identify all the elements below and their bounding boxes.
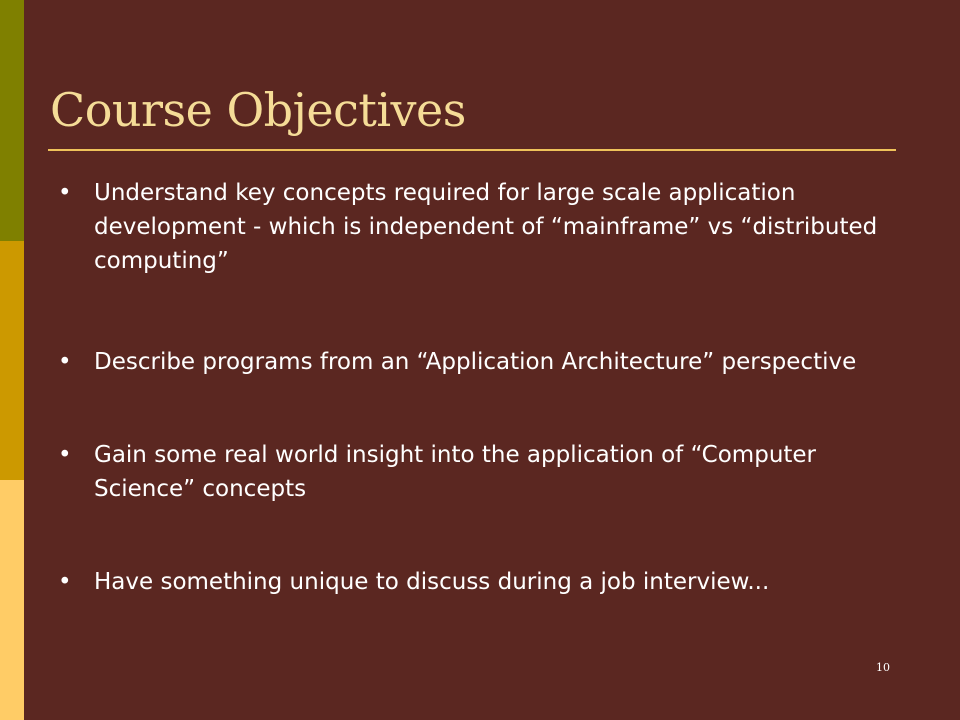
side-band-olive xyxy=(0,0,24,241)
bullet-text: Describe programs from an “Application Architecture” perspective xyxy=(94,349,857,375)
side-band-gold xyxy=(0,241,24,480)
bullet-item xyxy=(58,565,918,599)
bullet-icon: • xyxy=(58,442,72,468)
bullet-icon: • xyxy=(58,180,72,206)
bullet-text: Have something unique to discuss during a job interview... xyxy=(94,569,770,595)
side-band-light xyxy=(0,480,24,720)
bullet-text: Gain some real world insight into the application of “Computer Science” concepts xyxy=(94,442,817,502)
slide-title: Course Objectives xyxy=(50,83,466,137)
bullet-icon: • xyxy=(58,569,72,595)
page-number: 10 xyxy=(876,661,890,674)
bullet-text: Understand key concepts required for large scale application development - which is independent of “mainframe” vs “distributed computing” xyxy=(94,180,878,274)
bullet-item xyxy=(58,345,918,379)
bullet-item xyxy=(58,438,918,506)
bullet-item xyxy=(58,176,918,278)
title-underline xyxy=(48,149,896,151)
bullet-list xyxy=(58,176,918,599)
bullet-icon: • xyxy=(58,349,72,375)
